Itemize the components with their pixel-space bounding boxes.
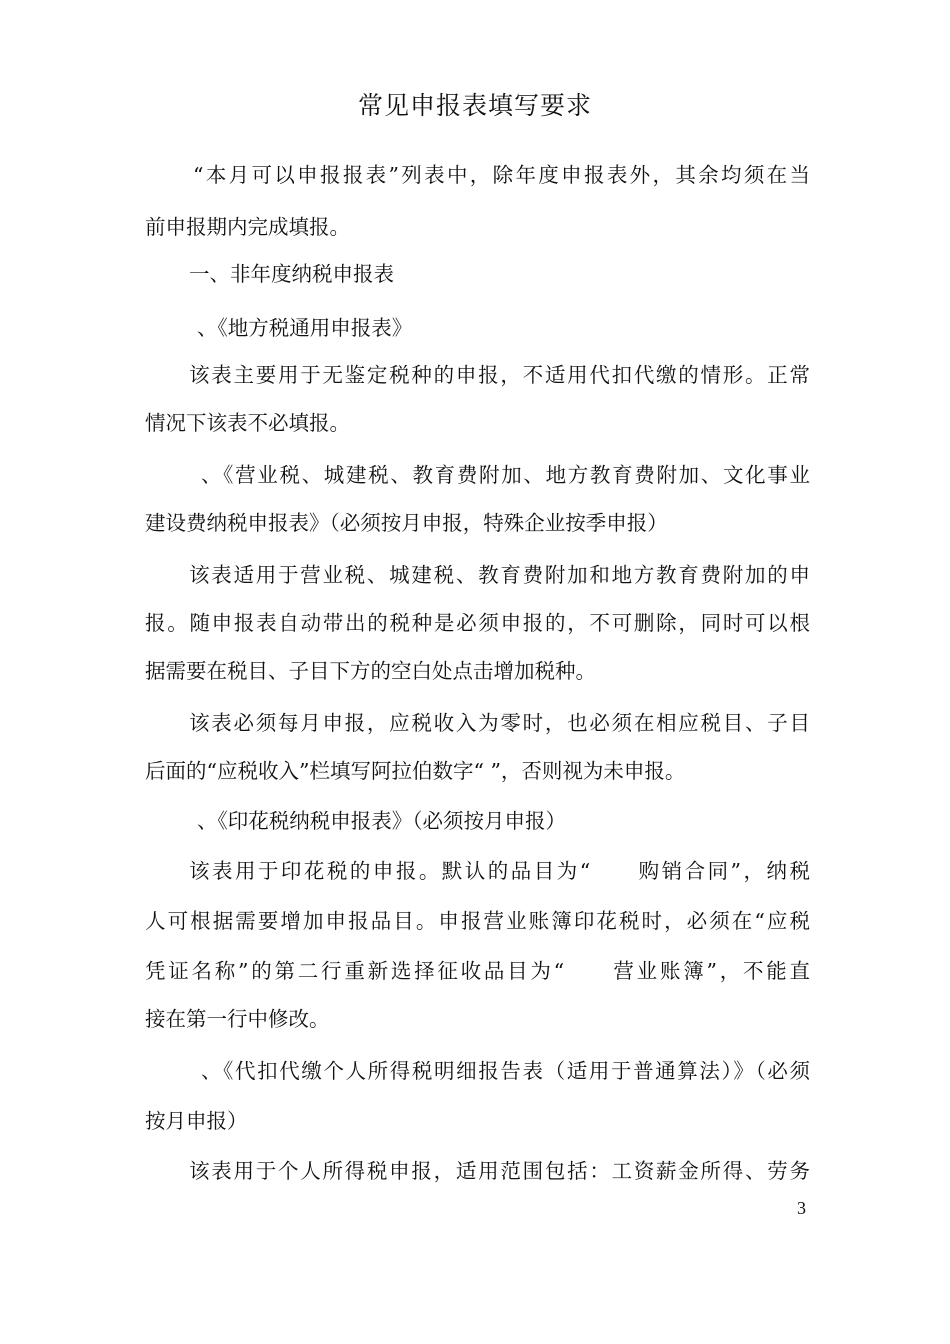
document-title: 常见申报表填写要求	[357, 91, 592, 120]
body-line: 、《地方税通用申报表》	[197, 316, 413, 340]
body-line: 一、非年度纳税申报表	[189, 262, 394, 286]
body-line: 、《印花税纳税申报表》（必须按月申报）	[197, 809, 566, 833]
body-line: 情况下该表不必填报。	[145, 411, 350, 435]
body-line: 该表主要用于无鉴定税种的申报，不适用代扣代缴的情形。正常	[189, 363, 810, 387]
body-line: 凭证名称”的第二行重新选择征收品目为“ 营业账簿”，不能直	[145, 959, 810, 983]
body-line: 该表用于个人所得税申报，适用范围包括：工资薪金所得、劳务	[189, 1159, 810, 1183]
body-line: 该表必须每月申报，应税收入为零时，也必须在相应税目、子目	[189, 711, 810, 735]
body-line: 该表用于印花税的申报。默认的品目为“ 购销合同”，纳税	[189, 859, 810, 883]
body-line: 、《代扣代缴个人所得税明细报告表（适用于普通算法）》（必须	[201, 1059, 810, 1083]
body-line: 按月申报）	[145, 1109, 248, 1133]
body-line: 据需要在税目、子目下方的空白处点击增加税种。	[145, 659, 596, 683]
body-line: 建设费纳税申报表》（必须按月申报，特殊企业按季申报）	[145, 511, 668, 535]
body-line: 、《营业税、城建税、教育费附加、地方教育费附加、文化事业	[201, 463, 810, 487]
body-line: 接在第一行中修改。	[145, 1007, 330, 1031]
body-line: 人可根据需要增加申报品目。申报营业账簿印花税时，必须在“应税	[145, 909, 810, 933]
body-line: 前申报期内完成填报。	[145, 215, 350, 239]
body-line: “本月可以申报报表”列表中，除年度申报表外，其余均须在当	[193, 163, 810, 187]
body-line: 后面的“应税收入”栏填写阿拉伯数字“ ”，否则视为未申报。	[145, 759, 686, 783]
page-number: 3	[797, 1198, 806, 1218]
body-line: 报。随申报表自动带出的税种是必须申报的，不可删除，同时可以根	[145, 611, 810, 635]
body-line: 该表适用于营业税、城建税、教育费附加和地方教育费附加的申	[189, 563, 810, 587]
